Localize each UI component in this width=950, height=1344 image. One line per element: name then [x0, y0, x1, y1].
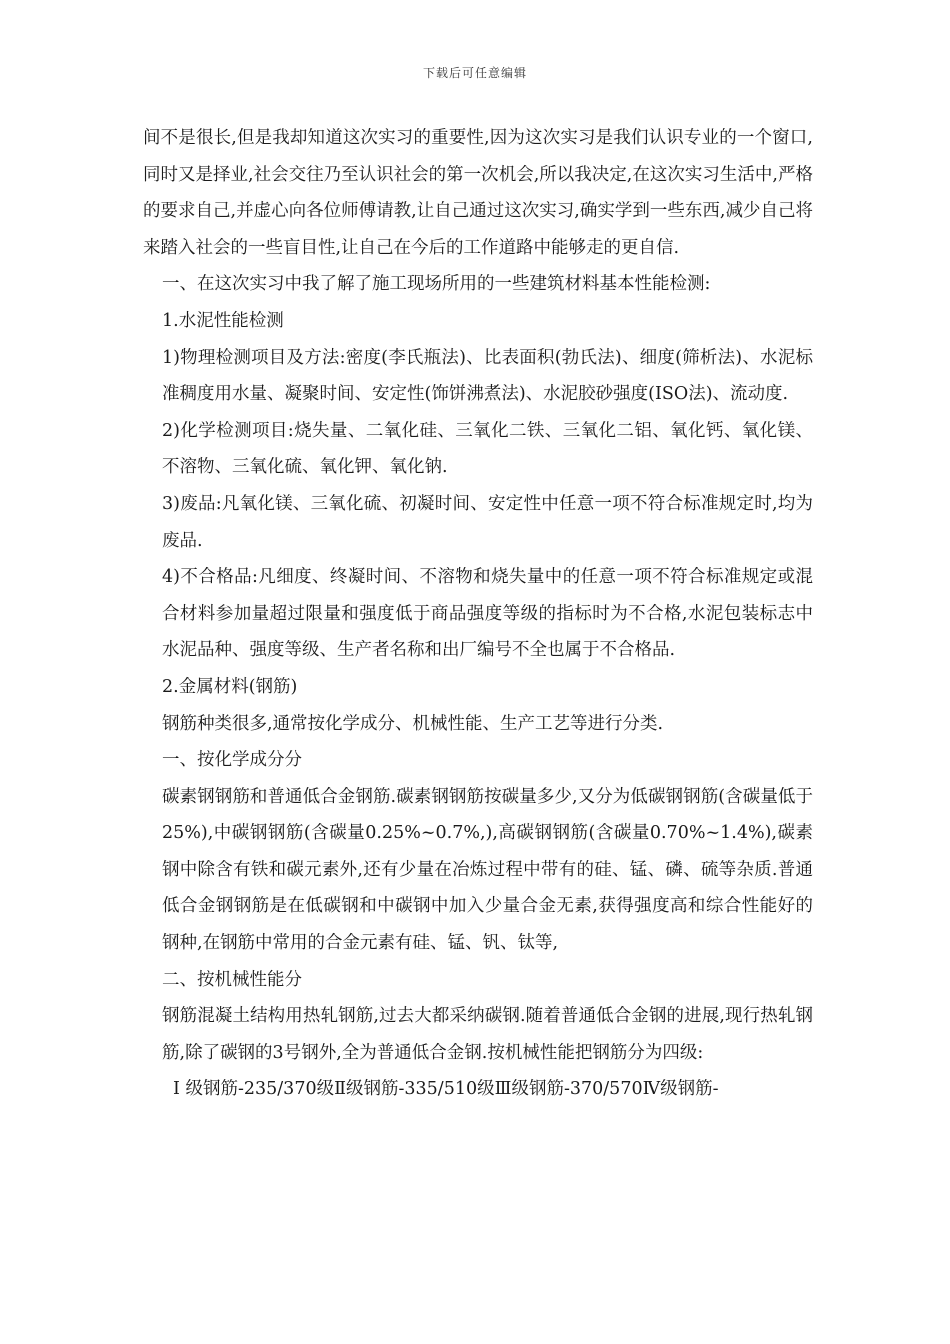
heading-by-mechanics: 二、按机械性能分: [162, 969, 302, 990]
section-heading-materials: 一、在这次实习中我了解了施工现场所用的一些建筑材料基本性能检测:: [162, 274, 711, 295]
subsection-heading-steel: 2.金属材料(钢筋): [162, 676, 298, 697]
paragraph-steel-grades: Ⅰ 级钢筋-235/370级Ⅱ级钢筋-335/510级Ⅲ级钢筋-370/570Ⅳ级钢筋-: [173, 1079, 719, 1100]
paragraph-hot-rolled: 钢筋混凝土结构用热轧钢筋,过去大都采纳碳钢.随着普通低合金钢的进展,现行热轧钢筋,除了碳钢的3号钢外,全为普通低合金钢.按机械性能把钢筋分为四级:: [162, 1006, 813, 1063]
document-body: [143, 120, 813, 1108]
paragraph-intro: 间不是很长,但是我却知道这次实习的重要性,因为这次实习是我们认识专业的一个窗口,同时又是择业,社会交往乃至认识社会的第一次机会,所以我决定,在这次实习生活中,严格的要求自己,并虚心向各位师傅请教,让自己通过这次实习,确实学到一些东西,减少自己将来踏入社会的一些盲目性,让自己在今后的工作道路中能够走的更自信.: [143, 128, 813, 258]
paragraph-physical-tests: 1)物理检测项目及方法:密度(李氏瓶法)、比表面积(勃氏法)、细度(筛析法)、水泥标准稠度用水量、凝聚时间、安定性(饰饼沸煮法)、水泥胶砂强度(ISO法)、流动度.: [162, 347, 813, 405]
subsection-heading-cement: 1.水泥性能检测: [162, 310, 284, 331]
paragraph-chemical-tests: 2)化学检测项目:烧失量、二氧化硅、三氧化二铁、三氧化二铝、氧化钙、氧化镁、不溶物、三氧化硫、氧化钾、氧化钠.: [162, 420, 813, 478]
paragraph-rejects: 3)废品:凡氧化镁、三氧化硫、初凝时间、安定性中任意一项不符合标准规定时,均为废品.: [162, 493, 813, 551]
page-header: 下载后可任意编辑: [422, 66, 527, 80]
paragraph-nonconforming: 4)不合格品:凡细度、终凝时间、不溶物和烧失量中的任意一项不符合标准规定或混合材料参加量超过限量和强度低于商品强度等级的指标时为不合格,水泥包装标志中水泥品种、强度等级、生产者名称和出厂编号不全也属于不合格品.: [162, 567, 813, 661]
paragraph-carbon-steel: 碳素钢钢筋和普通低合金钢筋.碳素钢钢筋按碳量多少,又分为低碳钢钢筋(含碳量低于25%),中碳钢钢筋(含碳量0.25%~0.7%,),高碳钢钢筋(含碳量0.70%~1.4%),碳素钢中除含有铁和碳元素外,还有少量在冶炼过程中带有的硅、锰、磷、硫等杂质.普通低合金钢钢筋是在低碳钢和中碳钢中加入少量合金无素,获得强度高和综合性能好的钢种,在钢筋中常用的合金元素有硅、锰、钒、钛等,: [162, 786, 813, 954]
paragraph-steel-types: 钢筋种类很多,通常按化学成分、机械性能、生产工艺等进行分类.: [162, 713, 664, 734]
heading-by-chemistry: 一、按化学成分分: [162, 750, 302, 771]
